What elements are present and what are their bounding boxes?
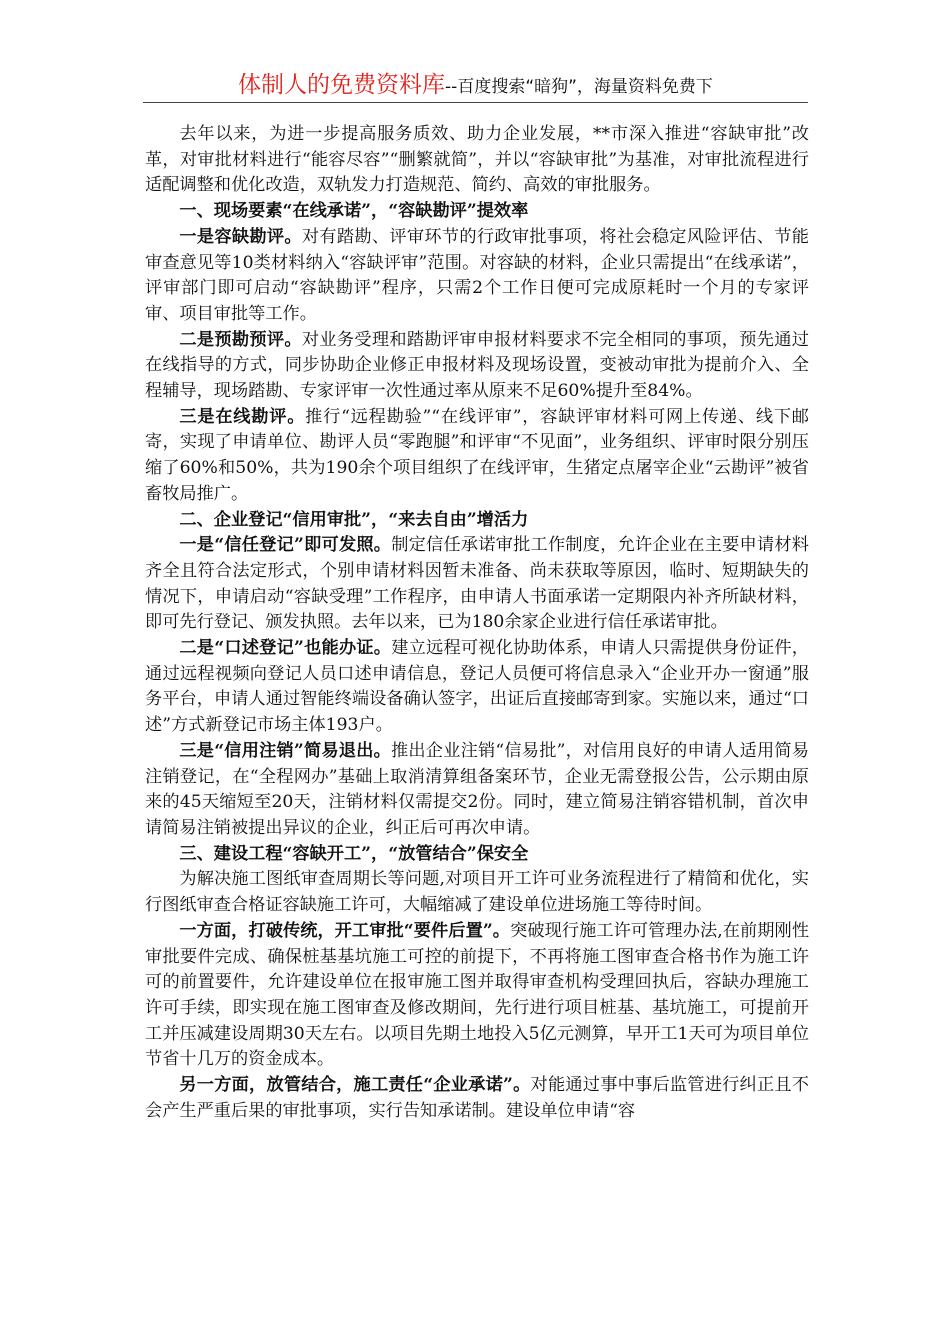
section-2-paragraph-2 <box>145 636 809 739</box>
paragraph-body: 对有踏勘、评审环节的行政审批事项，将社会稳定风险评估、节能审查意见等10类材料纳入“容缺评审”范围。对容缺的材料，企业只需提出“在线承诺”，评审部门即可启动“容缺勘评”程序，只需2个工作日便可完成原耗时一个月的专家评审、项目审批等工作。 <box>145 226 809 324</box>
header-brand: 体制人的免费资料库 <box>238 72 446 98</box>
intro-paragraph: 去年以来，为进一步提高服务质效、助力企业发展，**市深入推进“容缺审批”改革，对审批材料进行“能容尽容”“删繁就简”，并以“容缺审批”为基准，对审批流程进行适配调整和优化改造，双轨发力打造规范、简约、高效的审批服务。 <box>145 124 809 196</box>
paragraph-body: 对业务受理和踏勘评审申报材料要求不完全相同的事项，预先通过在线指导的方式，同步协助企业修正申报材料及现场设置，变被动审批为提前介入、全程辅导，现场踏勘、专家评审一次性通过率从原来不足60%提升至84%。 <box>145 329 809 402</box>
section-1-heading: 一、现场要素“在线承诺”，“容缺勘评”提效率 <box>179 201 529 222</box>
paragraph-lead: 二是“口述登记”也能办证。 <box>179 638 392 659</box>
paragraph-lead: 一是容缺勘评。 <box>179 226 302 247</box>
paragraph-lead: 二是预勘预评。 <box>179 329 302 350</box>
paragraph-lead: 另一方面，放管结合，施工责任“企业承诺”。 <box>179 1075 531 1096</box>
section-2-paragraph-1 <box>145 533 809 636</box>
section-2-paragraph-3 <box>145 739 809 842</box>
section-3-paragraph-2 <box>145 1073 809 1124</box>
paragraph-body: 对能通过事中事后监管进行纠正且不会产生严重后果的审批事项，实行告知承诺制。建设单位申请“容 <box>145 1075 809 1121</box>
paragraph-body: 推行“远程勘验”“在线评审”，容缺评审材料可网上传递、线下邮寄，实现了申请单位、勘评人员“零跑腿”和评审“不见面”，业务组织、评审时限分别压缩了60%和50%，共为190余个项目组织了在线评审，生猪定点屠宰企业“云勘评”被省畜牧局推广。 <box>145 406 809 504</box>
paragraph-lead: 一方面，打破传统，开工审批“要件后置”。 <box>179 920 511 941</box>
section-2-heading: 二、企业登记“信用审批”，“来去自由”增活力 <box>179 509 529 530</box>
paragraph-body: 突破现行施工许可管理办法,在前期刚性审批要件完成、确保桩基基坑施工可控的前提下，不再将施工图审查合格书作为施工许可的前置要件，允许建设单位在报审施工图并取得审查机构受理回执后，容缺办理施工许可手续，即实现在施工图审查及修改期间，先行进行项目桩基、基坑施工，可提前开工并压减建设周期30天左右。以项目先期土地投入5亿元测算，早开工1天可为项目单位节省十几万的资金成本。 <box>145 920 810 1070</box>
paragraph-lead: 三是在线勘评。 <box>179 406 306 427</box>
header-subtitle: --百度搜索“暗狗”，海量资料免费下 <box>445 77 713 97</box>
section-1-paragraph-2 <box>145 328 809 405</box>
paragraph-body: 制定信任承诺审批工作制度，允许企业在主要申请材料齐全且符合法定形式，个别申请材料因暂未准备、尚未获取等原因，临时、短期缺失的情况下，申请启动“容缺受理”工作程序，由申请人书面承诺一定期限内补齐所缺材料，即可先行登记、颁发执照。去年以来，已为180余家企业进行信任承诺审批。 <box>145 535 809 633</box>
paragraph-body: 推出企业注销“信易批”，对信用良好的申请人适用简易注销登记，在“全程网办”基础上取消清算组备案环节，企业无需登报公告，公示期由原来的45天缩短至20天，注销材料仅需提交2份。同时，建立简易注销容错机制，首次申请简易注销被提出异议的企业，纠正后可再次申请。 <box>145 740 809 838</box>
document-body <box>145 122 809 1124</box>
section-3-heading: 三、建设工程“容缺开工”，“放管结合”保安全 <box>179 843 529 864</box>
paragraph-lead: 一是“信任登记”即可发照。 <box>179 535 392 556</box>
section-3-intro: 为解决施工图纸审查周期长等问题,对项目开工许可业务流程进行了精简和优化，实行图纸审查合格证容缺施工许可，大幅缩减了建设单位进场施工等待时间。 <box>145 869 809 916</box>
section-1-paragraph-1 <box>145 225 809 328</box>
paragraph-body: 建立远程可视化协助体系，申请人只需提供身份证件，通过远程视频向登记人员口述申请信息，登记人员便可将信息录入“企业开办一窗通”服务平台，申请人通过智能终端设备确认签字，出证后直接邮寄到家。实施以来，通过“口述”方式新登记市场主体193户。 <box>145 638 809 736</box>
document-header <box>143 70 808 103</box>
paragraph-lead: 三是“信用注销”简易退出。 <box>179 740 391 761</box>
section-1-paragraph-3 <box>145 405 809 508</box>
section-3-paragraph-1 <box>145 919 809 1073</box>
